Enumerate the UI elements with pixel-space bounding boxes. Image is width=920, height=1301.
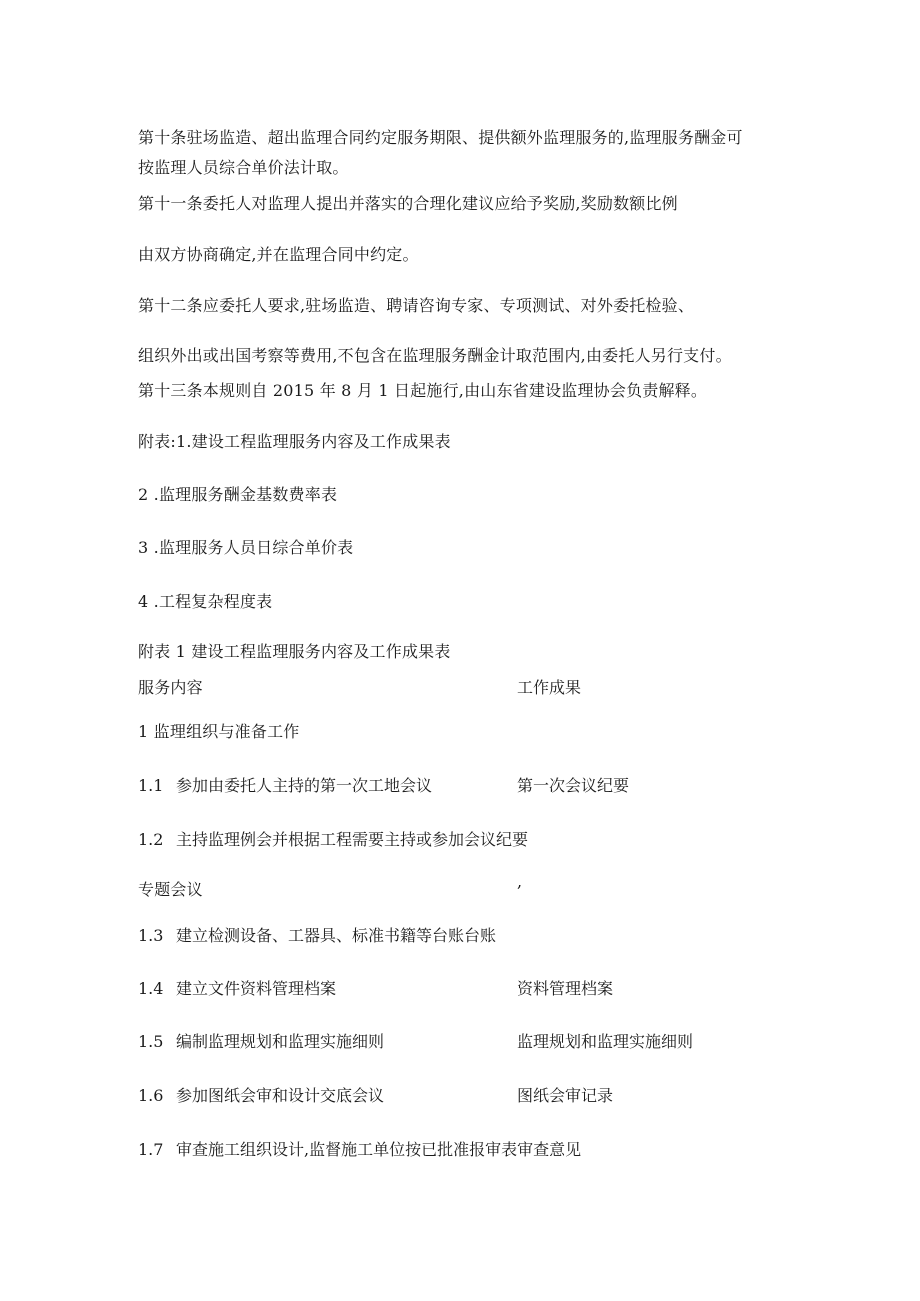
attachment-item-2: 2 .监理服务酬金基数费率表 bbox=[138, 485, 338, 504]
table-row-content: 参加由委托人主持的第一次工地会议 bbox=[176, 776, 433, 795]
article-10-line-1: 第十条驻场监造、超出监理合同约定服务期限、提供额外监理服务的,监理服务酬金可 bbox=[138, 128, 743, 147]
article-12-line-2: 组织外出或出国考察等费用,不包含在监理服务酬金计取范围内,由委托人另行支付。 bbox=[138, 346, 732, 365]
attachments-intro: 附表:1.建设工程监理服务内容及工作成果表 bbox=[138, 432, 451, 451]
table-section-1: 1 监理组织与准备工作 bbox=[138, 722, 300, 741]
attachment-item-3: 3 .监理服务人员日综合单价表 bbox=[138, 538, 354, 557]
table-row-result: 图纸会审记录 bbox=[517, 1086, 614, 1105]
article-10-line-2: 按监理人员综合单价法计取。 bbox=[138, 158, 349, 177]
table-row-number: 1.5 bbox=[138, 1032, 164, 1051]
table-header-content: 服务内容 bbox=[138, 678, 203, 697]
article-11-line-2: 由双方协商确定,并在监理合同中约定。 bbox=[138, 245, 419, 264]
table-row-content: 建立检测设备、工器具、标准书籍等台账台账 bbox=[176, 926, 497, 945]
table-row-content: 审查施工组织设计,监督施工单位按已批准报审表审查意见 bbox=[176, 1140, 582, 1159]
table-row-content: 建立文件资料管理档案 bbox=[176, 979, 337, 998]
table-row-content: 编制监理规划和监理实施细则 bbox=[176, 1032, 385, 1051]
table-row-content: 参加图纸会审和设计交底会议 bbox=[176, 1086, 385, 1105]
table-row-number: 1.1 bbox=[138, 776, 164, 795]
table-row-number: 1.3 bbox=[138, 926, 164, 945]
table-row-number: 1.6 bbox=[138, 1086, 164, 1105]
attachment-item-4: 4 .工程复杂程度表 bbox=[138, 592, 273, 611]
table-title: 附表 1 建设工程监理服务内容及工作成果表 bbox=[138, 642, 451, 661]
table-row-result: 第一次会议纪要 bbox=[517, 776, 630, 795]
table-row-number: 1.4 bbox=[138, 979, 164, 998]
article-11-line-1: 第十一条委托人对监理人提出并落实的合理化建议应给予奖励,奖励数额比例 bbox=[138, 194, 678, 213]
table-row-result: 资料管理档案 bbox=[517, 979, 614, 998]
article-13: 第十三条本规则自 2015 年 8 月 1 日起施行,由山东省建设监理协会负责解释。 bbox=[138, 381, 708, 400]
table-row-result: 监理规划和监理实施细则 bbox=[517, 1032, 694, 1051]
table-header-result: 工作成果 bbox=[517, 678, 582, 697]
table-row-number: 1.7 bbox=[138, 1140, 164, 1159]
table-row-result: , bbox=[517, 872, 523, 891]
table-row-content: 主持监理例会并根据工程需要主持或参加会议纪要 bbox=[176, 830, 529, 849]
table-row-content: 专题会议 bbox=[138, 880, 203, 899]
article-12-line-1: 第十二条应委托人要求,驻场监造、聘请咨询专家、专项测试、对外委托检验、 bbox=[138, 296, 695, 315]
table-row-number: 1.2 bbox=[138, 830, 164, 849]
